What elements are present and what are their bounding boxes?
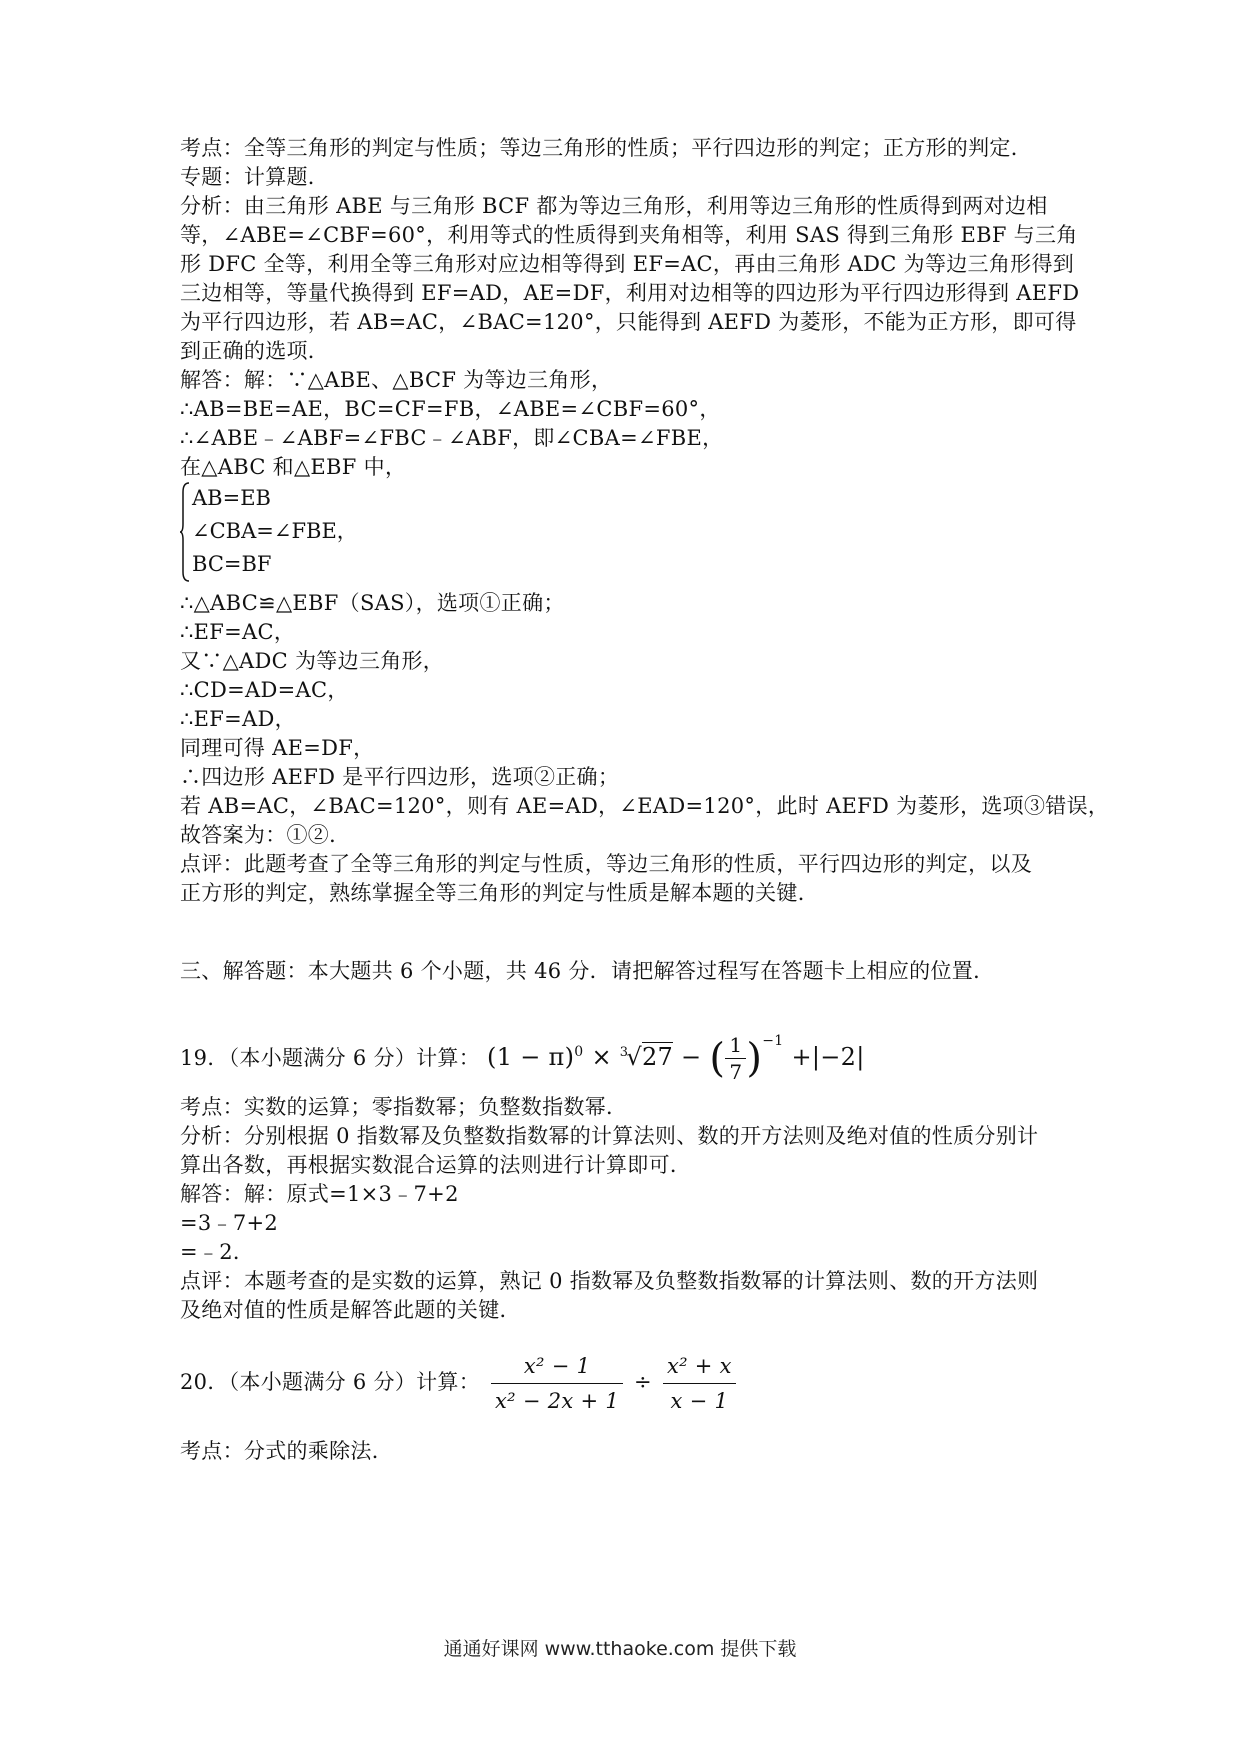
q19-radicand: 27: [641, 1043, 674, 1071]
q19-exp-neg1: −1: [762, 1033, 784, 1049]
fenxi-line: 形 DFC 全等，利用全等三角形对应边相等得到 EF=AC，再由三角形 ADC 为等边三角形得到: [180, 252, 1075, 276]
jieda-line: ∴CD=AD=AC，: [180, 678, 349, 702]
q20-kaodian: 考点：分式的乘除法．: [180, 1439, 393, 1463]
fenxi-line: 分析：由三角形 ABE 与三角形 BCF 都为等边三角形，利用等边三角形的性质得到两对边相: [180, 194, 1048, 218]
q20-fraction-1: [491, 1349, 623, 1418]
q20-f2-num: x² + x: [663, 1349, 736, 1384]
q19-abs-term: +|−2|: [791, 1043, 865, 1071]
system-line: AB=EB: [192, 486, 271, 510]
q19-minus: −: [681, 1043, 702, 1071]
q19-exp-0: 0: [574, 1044, 584, 1060]
q19-jieda-line: =﹣2．: [180, 1240, 255, 1264]
radical-icon: √: [626, 1043, 642, 1071]
q19-frac-den: 7: [729, 1060, 743, 1084]
jieda-line: 故答案为：①②．: [180, 823, 351, 847]
q19-root-index: 3: [619, 1045, 629, 1060]
q19-statement: [180, 1015, 865, 1084]
q19-jieda-line: =3﹣7+2: [180, 1211, 279, 1235]
dianping-line: 正方形的判定，熟练掌握全等三角形的判定与性质是解本题的关键．: [180, 881, 819, 905]
q20-statement: [180, 1348, 740, 1416]
zhuanti-prev: 专题：计算题．: [180, 165, 330, 189]
jieda-line: ∴∠ABE﹣∠ABF=∠FBC﹣∠ABF，即∠CBA=∠FBE，: [180, 426, 724, 450]
jieda-line: ∴△ABC≌△EBF（SAS），选项①正确；: [180, 591, 565, 615]
q20-f1-den: x² − 2x + 1: [495, 1389, 620, 1413]
jieda-line: ∴EF=AD，: [180, 707, 296, 731]
q19-prefix: 19．（本小题满分 6 分）计算：: [180, 1046, 481, 1070]
part3-heading: 三、解答题：本大题共 6 个小题，共 46 分．请把解答过程写在答题卡上相应的位置．: [180, 959, 995, 983]
jieda-line: 在△ABC 和△EBF 中，: [180, 455, 407, 479]
left-paren-icon: (: [709, 1035, 726, 1082]
q19-fenxi-line: 算出各数，再根据实数混合运算的法则进行计算即可．: [180, 1153, 692, 1177]
equation-system: [180, 482, 440, 584]
system-line: BC=BF: [192, 552, 272, 576]
q19-jieda-line: 解答：解：原式=1×3﹣7+2: [180, 1182, 459, 1206]
jieda-line: 又∵△ADC 为等边三角形，: [180, 649, 445, 673]
q19-frac-num: 1: [725, 1032, 746, 1059]
q19-formula: [487, 1033, 865, 1084]
kaodian-prev: 考点：全等三角形的判定与性质；等边三角形的性质；平行四边形的判定；正方形的判定．: [180, 136, 1032, 160]
q20-prefix: 20．（本小题满分 6 分）计算：: [180, 1370, 481, 1394]
page-footer: 通通好课网 www.tthaoke.com 提供下载: [443, 1638, 797, 1660]
q20-divide: ÷: [634, 1370, 652, 1394]
q20-f2-den: x − 1: [670, 1389, 729, 1413]
q20-formula: [487, 1354, 740, 1413]
jieda-line: 若 AB=AC，∠BAC=120°，则有 AE=AD，∠EAD=120°，此时 AEFD 为菱形，选项③错误，: [180, 794, 1110, 818]
brace-icon: [180, 482, 190, 582]
jieda-line: ∴AB=BE=AE，BC=CF=FB，∠ABE=∠CBF=60°，: [180, 397, 721, 421]
q19-kaodian: 考点：实数的运算；零指数幂；负整数指数幂．: [180, 1095, 628, 1119]
q19-dianping-line: 及绝对值的性质是解答此题的关键．: [180, 1298, 521, 1322]
fenxi-line: 为平行四边形，若 AB=AC，∠BAC=120°，只能得到 AEFD 为菱形，不能为正方形，即可得: [180, 310, 1077, 334]
fenxi-line: 三边相等，等量代换得到 EF=AD，AE=DF，利用对边相等的四边形为平行四边形得到 AEFD: [180, 281, 1080, 305]
dianping-line: 点评：此题考查了全等三角形的判定与性质，等边三角形的性质，平行四边形的判定，以及: [180, 852, 1032, 876]
fenxi-line: 到正确的选项．: [180, 339, 330, 363]
jieda-line: 解答：解：∵△ABE、△BCF 为等边三角形，: [180, 368, 613, 392]
jieda-line: 同理可得 AE=DF，: [180, 736, 375, 760]
jieda-line: ∴四边形 AEFD 是平行四边形，选项②正确；: [180, 765, 620, 789]
jieda-line: ∴EF=AC，: [180, 620, 296, 644]
q19-term-a: (1 − π): [487, 1043, 575, 1071]
right-paren-icon: ): [746, 1035, 763, 1082]
q19-dianping-line: 点评：本题考查的是实数的运算，熟记 0 指数幂及负整数指数幂的计算法则、数的开方法则: [180, 1269, 1039, 1293]
fenxi-line: 等，∠ABE=∠CBF=60°，利用等式的性质得到夹角相等，利用 SAS 得到三角形 EBF 与三角: [180, 223, 1078, 247]
q19-fenxi-line: 分析：分别根据 0 指数幂及负整数指数幂的计算法则、数的开方法则及绝对值的性质分别计: [180, 1124, 1039, 1148]
q19-times: ×: [591, 1043, 612, 1071]
q20-f1-num: x² − 1: [491, 1349, 623, 1384]
system-line: ∠CBA=∠FBE，: [192, 519, 358, 543]
q20-fraction-2: [663, 1349, 736, 1418]
q19-fraction: [725, 1032, 746, 1085]
